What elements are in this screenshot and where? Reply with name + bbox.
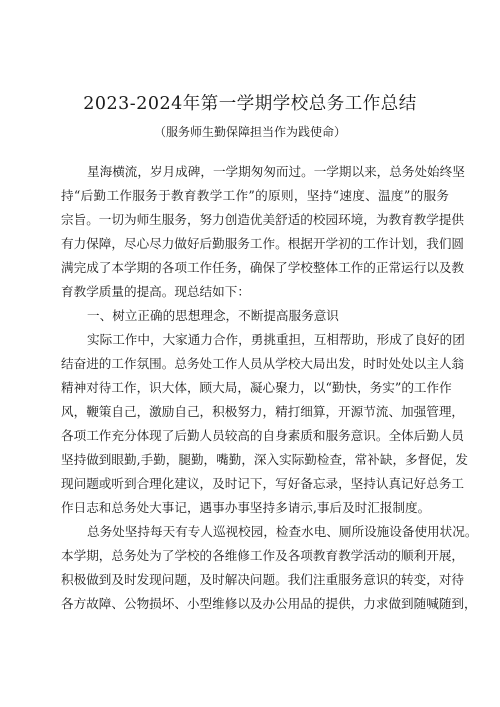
paragraph-line: 作日志和总务处大事记，遇事办事坚持多请示,事后及时汇报制度。 [61,500,431,515]
paragraph-line: 各项工作充分体现了后勤人员较高的自身素质和服务意识。全体后勤人员 [61,428,464,443]
paragraph-line: 育教学质量的提高。现总结如下： [61,284,250,299]
document-title: 2023-2024年第一学期学校总务工作总结 [83,94,417,114]
paragraph-line: 有力保障，尽心尽力做好后勤服务工作。根据开学初的工作计划，我们圆 [61,236,464,251]
paragraph-line: 一、树立正确的思想理念，不断提高服务意识 [87,308,339,323]
paragraph-line: 满完成了本学期的各项工作任务，确保了学校整体工作的正常运行以及教 [61,260,464,275]
paragraph-line: 星海横流，岁月成碑，一学期匆匆而过。一学期以来，总务处始终坚 [87,164,465,179]
paragraph-line: 本学期，总务处为了学校的各维修工作及各项教育教学活动的顺利开展， [61,548,464,563]
paragraph-line: 积极做到及时发现问题，及时解决问题。我们注重服务意识的转变，对待 [61,572,464,587]
paragraph-line: 精神对待工作，识大体，顾大局，凝心聚力，以“勤快，务实”的工作作 [61,380,452,395]
document-body [61,160,478,616]
paragraph-line: 现问题或听到合理化建议，及时记下，写好备忘录，坚持认真记好总务工 [61,476,464,491]
paragraph-line: 持“后勤工作服务于教育教学工作”的原则，坚持“速度、温度”的服务 [61,188,449,203]
paragraph-line: 总务处坚持每天有专人巡视校园，检查水电、厕所设施设备使用状况。 [87,524,478,539]
paragraph-line: 结奋进的工作氛围。总务处工作人员从学校大局出发，时时处处以主人翁 [61,356,464,371]
paragraph-line: 宗旨。一切为师生服务，努力创造优美舒适的校园环境，为教育教学提供 [61,212,464,227]
paragraph-line: 实际工作中，大家通力合作，勇挑重担，互相帮助，形成了良好的团 [87,332,465,347]
paragraph-line: 各方故障、公物损坏、小型维修以及办公用品的提供，力求做到随喊随到， [61,596,477,611]
paragraph-line: 坚持做到眼勤,手勤，腿勤，嘴勤，深入实际勤检查，常补缺，多督促，发 [61,452,469,467]
paragraph-line: 风，鞭策自己，激励自己，积极努力，精打细算，开源节流、加强管理， [61,404,464,419]
document-subtitle: （服务师生勤保障担当作为践使命） [153,125,346,139]
